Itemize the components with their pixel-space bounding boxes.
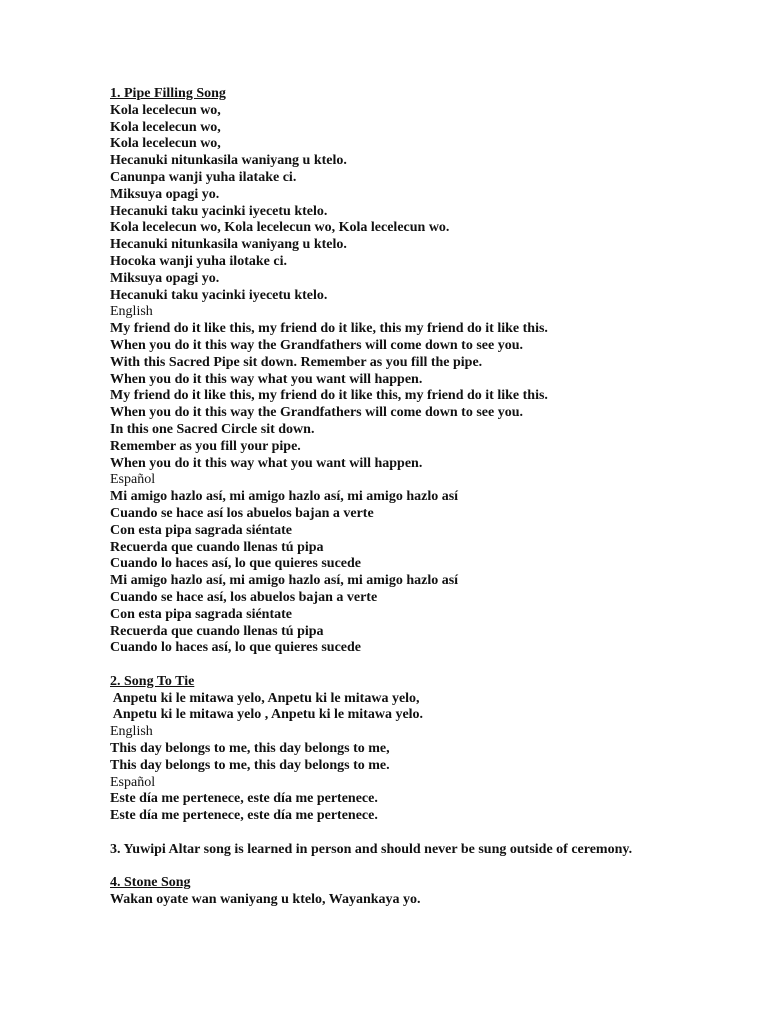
english-line: When you do it this way the Grandfathers will come down to see you. [110, 337, 524, 353]
lakota-line: Kola lecelecun wo, [110, 102, 221, 118]
lakota-line: Anpetu ki le mitawa yelo , Anpetu ki le mitawa yelo. [110, 707, 424, 723]
lakota-line: Kola lecelecun wo, [110, 119, 221, 135]
section-pipe-filling-song [110, 86, 730, 657]
english-line: This day belongs to me, this day belongs to me. [110, 757, 390, 773]
section-spacer [110, 825, 730, 842]
yuwipi-note: 3. Yuwipi Altar song is learned in person and should never be sung outside of ceremony. [110, 841, 633, 857]
lakota-line: Miksuya opagi yo. [110, 186, 220, 202]
spanish-line: Mi amigo hazlo así, mi amigo hazlo así, mi amigo hazlo así [110, 489, 459, 505]
english-line: With this Sacred Pipe sit down. Remember as you fill the pipe. [110, 354, 483, 370]
spanish-line: Este día me pertenece, este día me pertenece. [110, 791, 378, 807]
lakota-line: Canunpa wanji yuha ilatake ci. [110, 169, 297, 185]
english-line: My friend do it like this, my friend do it like this, my friend do it like this. [110, 388, 548, 404]
spanish-label: Español [110, 774, 156, 790]
spanish-line: Cuando lo haces así, lo que quieres sucede [110, 640, 361, 656]
english-line: When you do it this way the Grandfathers will come down to see you. [110, 405, 524, 421]
lakota-line: Miksuya opagi yo. [110, 270, 220, 286]
english-label: English [110, 724, 153, 740]
lakota-line: Hecanuki nitunkasila waniyang u ktelo. [110, 153, 347, 169]
spanish-line: Recuerda que cuando llenas tú pipa [110, 623, 324, 639]
english-line: When you do it this way what you want will happen. [110, 371, 423, 387]
section-spacer [110, 657, 730, 674]
english-line: In this one Sacred Circle sit down. [110, 421, 315, 437]
lakota-line: Hecanuki taku yacinki iyecetu ktelo. [110, 287, 328, 303]
spanish-line: Con esta pipa sagrada siéntate [110, 606, 293, 622]
spanish-line: Cuando se hace así, los abuelos bajan a verte [110, 589, 378, 605]
english-line: Remember as you fill your pipe. [110, 438, 301, 454]
english-line: When you do it this way what you want will happen. [110, 455, 423, 471]
section-heading: 4. Stone Song [110, 875, 191, 891]
document-page [110, 86, 730, 909]
spanish-label: Español [110, 472, 156, 488]
section-stone-song [110, 875, 730, 909]
section-heading: 2. Song To Tie [110, 673, 195, 689]
spanish-line: Recuerda que cuando llenas tú pipa [110, 539, 324, 555]
lakota-line: Anpetu ki le mitawa yelo, Anpetu ki le mitawa yelo, [110, 690, 420, 706]
section-heading: 1. Pipe Filling Song [110, 86, 226, 101]
english-line: My friend do it like this, my friend do it like, this my friend do it like this. [110, 321, 548, 337]
lakota-line: Hecanuki taku yacinki iyecetu ktelo. [110, 203, 328, 219]
spanish-line: Cuando lo haces así, lo que quieres sucede [110, 556, 361, 572]
spanish-line: Con esta pipa sagrada siéntate [110, 522, 293, 538]
spanish-line: Mi amigo hazlo así, mi amigo hazlo así, mi amigo hazlo así [110, 573, 459, 589]
spanish-line: Este día me pertenece, este día me pertenece. [110, 808, 378, 824]
lakota-line: Hecanuki nitunkasila waniyang u ktelo. [110, 237, 347, 253]
lakota-line: Kola lecelecun wo, [110, 136, 221, 152]
lakota-line: Hocoka wanji yuha ilotake ci. [110, 253, 287, 269]
lakota-line: Wakan oyate wan waniyang u ktelo, Wayankaya yo. [110, 892, 421, 908]
english-label: English [110, 304, 153, 320]
section-yuwipi-note [110, 842, 730, 859]
section-spacer [110, 859, 730, 876]
section-song-to-tie [110, 674, 730, 825]
english-line: This day belongs to me, this day belongs to me, [110, 741, 390, 757]
spanish-line: Cuando se hace así los abuelos bajan a verte [110, 505, 374, 521]
lakota-line: Kola lecelecun wo, Kola lecelecun wo, Kola lecelecun wo. [110, 220, 450, 236]
